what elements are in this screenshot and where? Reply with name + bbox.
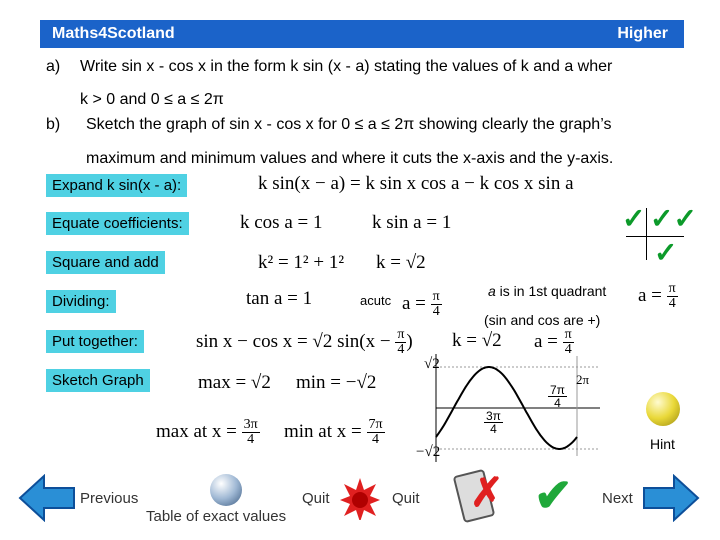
max-value: max = √2 — [198, 372, 271, 393]
x-3pi4-label: $\frac{3\pi}{4}$ — [486, 409, 501, 436]
y-min-label: −√2 — [416, 444, 441, 460]
x-2pi-label: 2π — [576, 372, 590, 387]
y-max-label: √2 — [424, 356, 440, 372]
previous-button[interactable] — [18, 474, 76, 522]
quadrant-note: a is in 1st quadrant — [488, 283, 607, 299]
x-7pi4-label: $\frac{7\pi}{4}$ — [550, 383, 565, 410]
min-value: min = −√2 — [296, 372, 377, 393]
acute-label: acutc — [360, 293, 392, 308]
sign-note: (sin and cos are +) — [484, 312, 601, 328]
left-arrow-icon — [20, 476, 74, 520]
hint-label: Hint — [650, 436, 675, 452]
tick-icon: ✓ — [654, 237, 678, 268]
step-together[interactable]: Put together: — [46, 330, 144, 353]
acute-a-equation: a = $\frac{\pi}{4}$ — [402, 289, 440, 319]
part-a-label: a) — [46, 58, 61, 75]
previous-label[interactable]: Previous — [80, 490, 139, 507]
max-position: max at x = $\frac{3\pi}{4}$ — [156, 417, 258, 447]
combined-equation: sin x − cos x = √2 sin(x − $\frac{\pi}{4}$ ) — [196, 327, 413, 357]
step-dividing[interactable]: Dividing: — [46, 290, 116, 313]
exact-values-label[interactable]: Table of exact values — [146, 508, 287, 525]
part-a-text: Write sin x - cos x in the form k sin (x - a) stating the values of k and a wher — [80, 58, 613, 75]
a-result-2: a = $\frac{\pi}{4}$ — [534, 327, 572, 357]
part-b-text-cont: maximum and minimum values and where it cuts the x-axis and the y-axis. — [86, 150, 614, 167]
step-expand[interactable]: Expand k sin(x - a): — [46, 174, 187, 197]
min-position: min at x = $\frac{7\pi}{4}$ — [284, 417, 383, 447]
next-label[interactable]: Next — [602, 490, 633, 507]
square-equation: k² = 1² + 1² — [258, 252, 345, 273]
sine-graph — [412, 350, 608, 466]
coefficient-sin: k sin a = 1 — [372, 212, 452, 233]
tan-equation: tan a = 1 — [246, 288, 313, 309]
quit-button[interactable] — [338, 476, 382, 520]
site-title: Maths4Scotland — [52, 25, 175, 42]
k-result: k = √2 — [452, 330, 502, 351]
part-b-label: b) — [46, 116, 61, 133]
right-arrow-icon — [644, 476, 698, 520]
tick-icon: ✓✓ — [650, 203, 697, 234]
quit-label-right[interactable]: Quit — [392, 490, 420, 507]
step-equate[interactable]: Equate coefficients: — [46, 212, 189, 235]
coefficient-cos: k cos a = 1 — [240, 212, 323, 233]
quit-label-left[interactable]: Quit — [302, 490, 330, 507]
cross-icon: ✗ — [470, 471, 504, 515]
tick-icon: ✓ — [622, 203, 646, 234]
star-center — [352, 492, 368, 508]
next-button[interactable] — [642, 474, 700, 522]
step-sketch[interactable]: Sketch Graph — [46, 369, 150, 392]
tick-divider — [646, 208, 647, 260]
a-result: a = $\frac{\pi}{4}$ — [638, 281, 676, 311]
level-label: Higher — [617, 25, 668, 42]
title-bar — [40, 20, 684, 48]
exact-values-button[interactable] — [210, 474, 242, 506]
part-b-text: Sketch the graph of sin x - cos x for 0 ≤ a ≤ 2π showing clearly the graph’s — [86, 116, 612, 133]
part-a-conditions: k > 0 and 0 ≤ a ≤ 2π — [80, 91, 224, 108]
k-value: k = √2 — [376, 252, 426, 273]
hint-button[interactable] — [646, 392, 680, 426]
check-icon: ✔ — [534, 469, 573, 521]
step-square[interactable]: Square and add — [46, 251, 165, 274]
expand-equation: k sin(x − a) = k sin x cos a − k cos x sin a — [258, 173, 574, 194]
